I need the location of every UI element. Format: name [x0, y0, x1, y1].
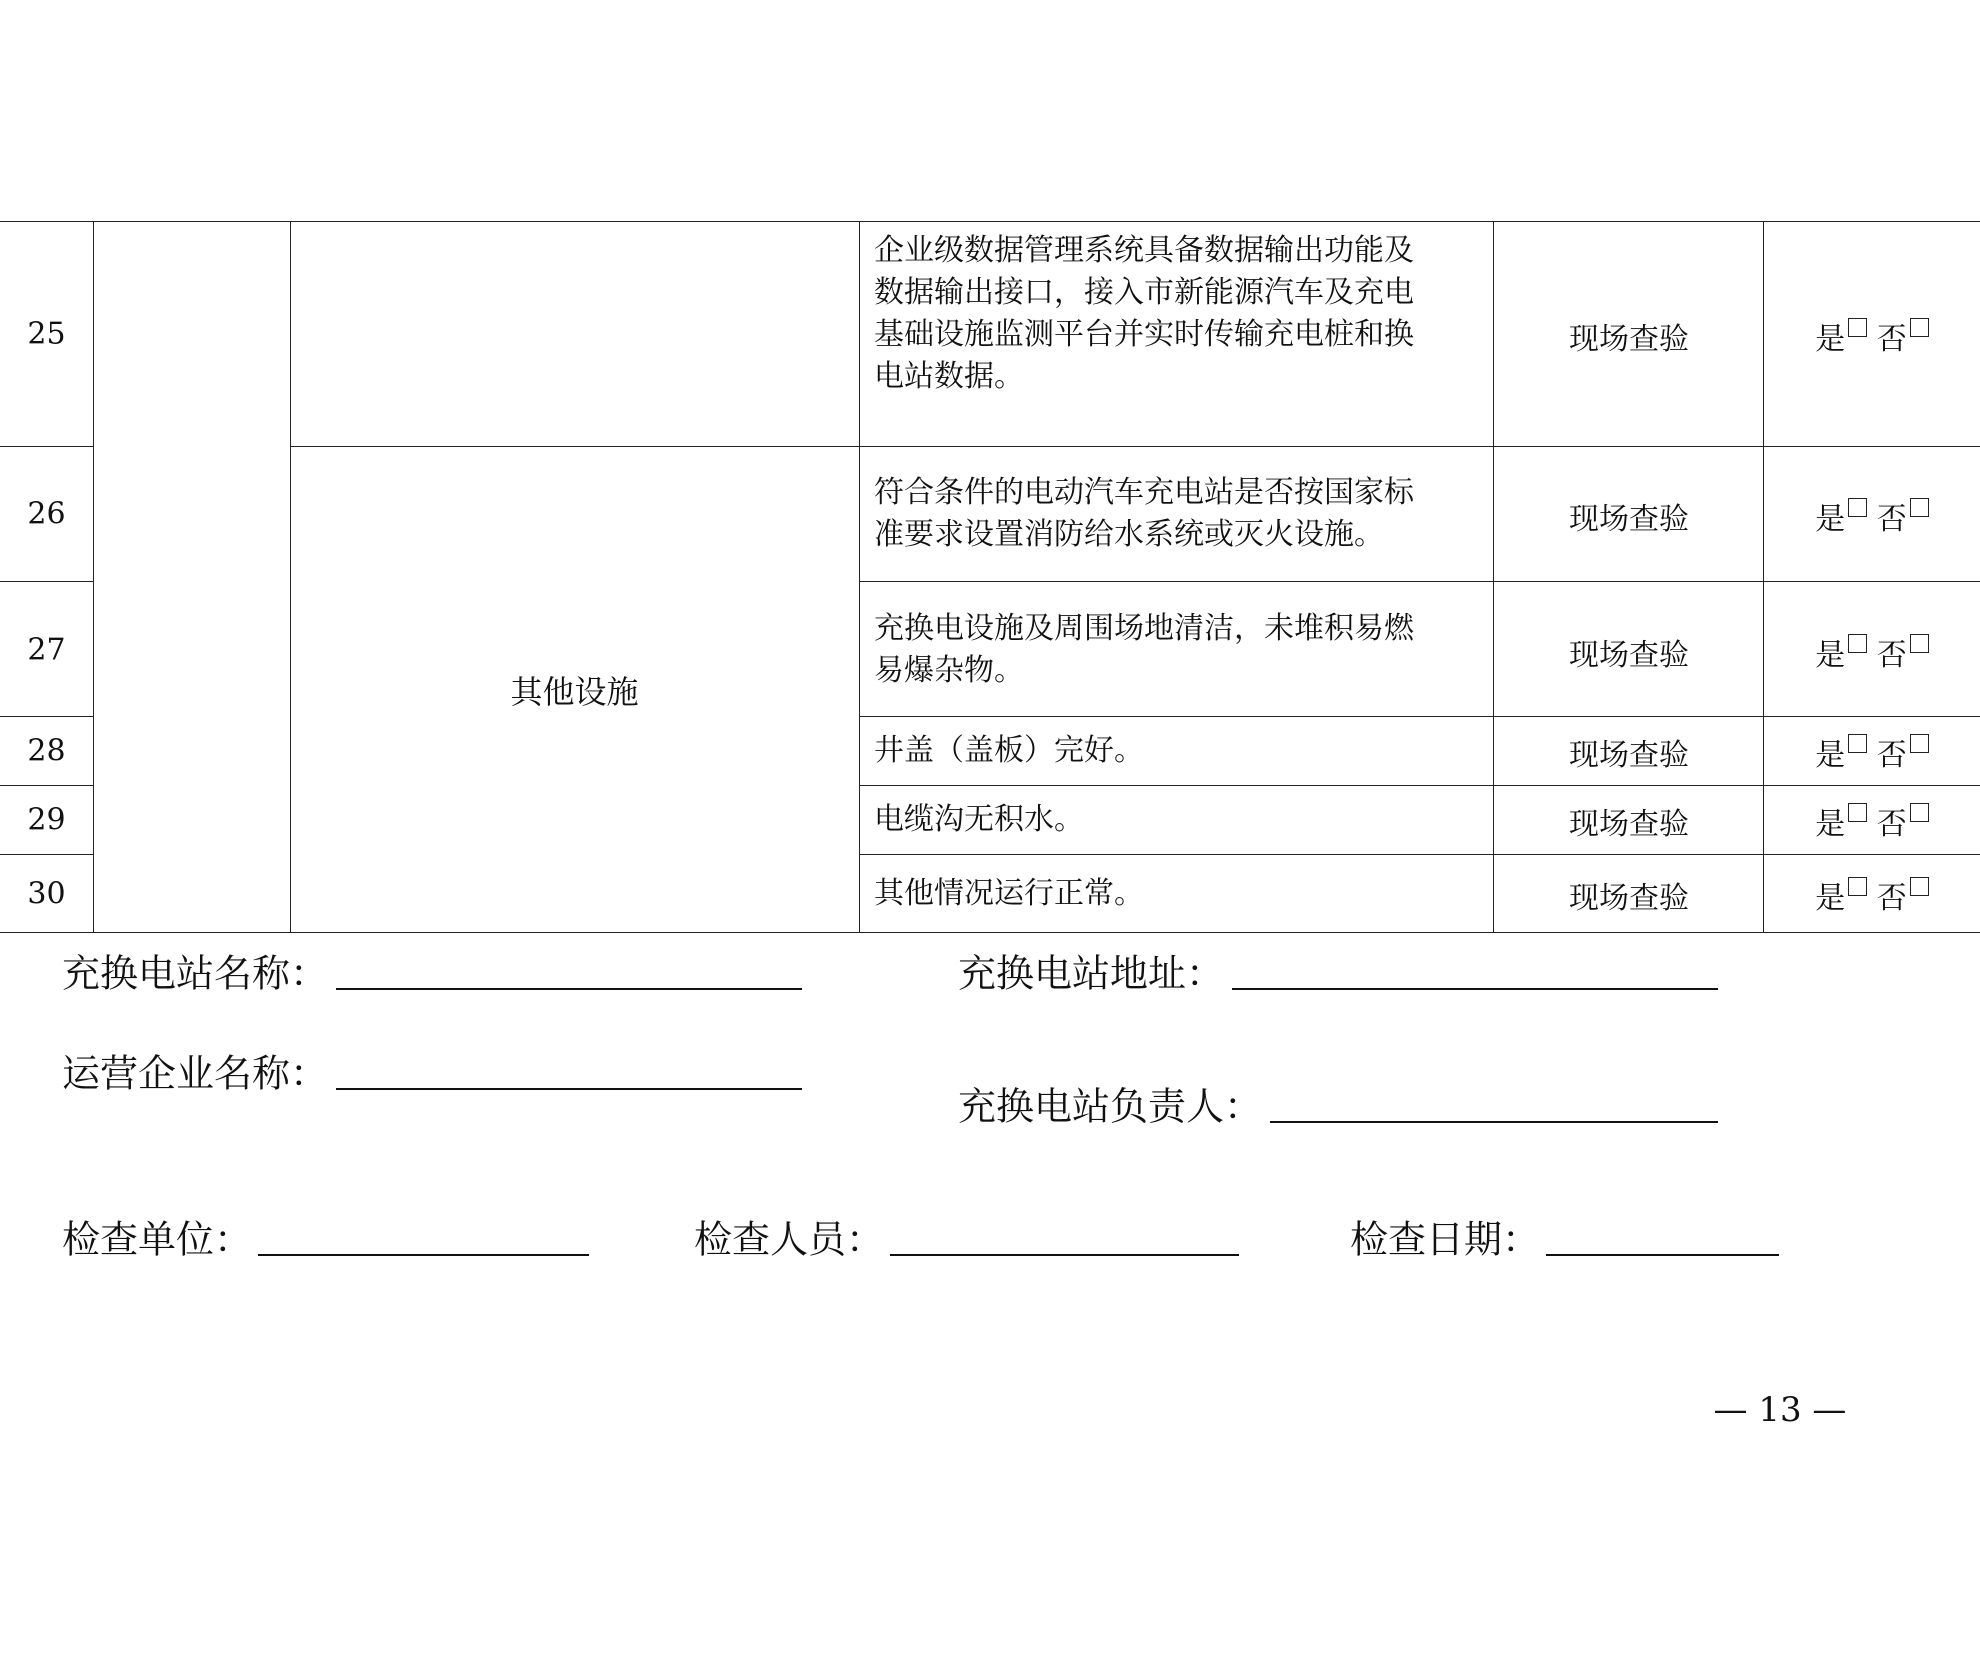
requirement-text: 电缆沟无积水。 — [874, 802, 1084, 837]
yes-label: 是 — [1815, 502, 1846, 537]
row-number: 28 — [27, 733, 66, 769]
no-checkbox[interactable] — [1910, 803, 1929, 822]
station-name-field[interactable] — [336, 988, 802, 990]
check-method: 现场查验 — [1569, 322, 1689, 357]
yes-label: 是 — [1815, 322, 1846, 357]
yes-checkbox[interactable] — [1848, 734, 1867, 753]
yes-checkbox[interactable] — [1848, 318, 1867, 337]
column-divider — [93, 221, 94, 933]
yes-no-choice — [1764, 873, 1980, 917]
row-number: 29 — [27, 802, 66, 838]
row-divider — [859, 581, 1980, 582]
row-divider — [859, 854, 1980, 855]
yes-label: 是 — [1815, 807, 1846, 842]
yes-no-choice — [1764, 630, 1980, 674]
row-divider — [290, 446, 1980, 447]
page-number: — 13 — — [1713, 1390, 1847, 1430]
table-border-bottom — [0, 932, 1980, 933]
no-label: 否 — [1876, 322, 1907, 357]
no-label: 否 — [1876, 881, 1907, 916]
no-checkbox[interactable] — [1910, 734, 1929, 753]
inspection-unit-field[interactable] — [258, 1254, 589, 1256]
check-method: 现场查验 — [1569, 502, 1689, 537]
no-label: 否 — [1876, 638, 1907, 673]
inspection-date-label: 检查日期： — [1350, 1217, 1541, 1262]
requirement-text: 井盖（盖板）完好。 — [874, 733, 1144, 768]
category-cell: 其他设施 — [510, 673, 639, 711]
row-divider — [0, 581, 94, 582]
row-divider — [0, 446, 94, 447]
row-number: 30 — [27, 876, 66, 912]
row-divider — [0, 785, 94, 786]
yes-checkbox[interactable] — [1848, 803, 1867, 822]
station-manager-field[interactable] — [1270, 1121, 1718, 1123]
operator-name-field[interactable] — [336, 1088, 802, 1090]
yes-no-choice — [1764, 494, 1980, 538]
row-number: 27 — [27, 632, 66, 668]
yes-no-choice — [1764, 799, 1980, 843]
check-method: 现场查验 — [1569, 638, 1689, 673]
row-number: 25 — [27, 316, 66, 352]
row-number: 26 — [27, 496, 66, 532]
row-divider — [859, 716, 1980, 717]
inspector-field[interactable] — [890, 1254, 1239, 1256]
operator-name-label: 运营企业名称： — [62, 1051, 329, 1096]
yes-no-choice — [1764, 730, 1980, 774]
no-checkbox[interactable] — [1910, 634, 1929, 653]
inspector-label: 检查人员： — [694, 1217, 885, 1262]
requirement-text: 其他情况运行正常。 — [874, 876, 1144, 911]
row-divider — [0, 716, 94, 717]
no-checkbox[interactable] — [1910, 498, 1929, 517]
requirement-text: 充换电设施及周围场地清洁，未堆积易燃 易爆杂物。 — [874, 611, 1414, 688]
no-checkbox[interactable] — [1910, 877, 1929, 896]
column-divider — [859, 221, 860, 933]
station-address-field[interactable] — [1232, 988, 1718, 990]
inspection-date-field[interactable] — [1546, 1254, 1779, 1256]
station-manager-label: 充换电站负责人： — [958, 1084, 1263, 1129]
no-label: 否 — [1876, 738, 1907, 773]
no-checkbox[interactable] — [1910, 318, 1929, 337]
row-divider — [0, 854, 94, 855]
table-border-top — [0, 221, 1980, 222]
yes-checkbox[interactable] — [1848, 634, 1867, 653]
station-name-label: 充换电站名称： — [62, 951, 329, 996]
yes-label: 是 — [1815, 638, 1846, 673]
requirement-text: 企业级数据管理系统具备数据输出功能及 数据输出接口，接入市新能源汽车及充电 基础设施监测平台并实时传输充电桩和换 电站数据。 — [874, 233, 1414, 394]
requirement-text: 符合条件的电动汽车充电站是否按国家标 准要求设置消防给水系统或灭火设施。 — [874, 475, 1414, 552]
station-address-label: 充换电站地址： — [958, 951, 1225, 996]
yes-label: 是 — [1815, 738, 1846, 773]
inspection-unit-label: 检查单位： — [62, 1217, 253, 1262]
check-method: 现场查验 — [1569, 881, 1689, 916]
check-method: 现场查验 — [1569, 807, 1689, 842]
yes-checkbox[interactable] — [1848, 498, 1867, 517]
no-label: 否 — [1876, 807, 1907, 842]
column-divider — [290, 221, 291, 933]
row-divider — [859, 785, 1980, 786]
yes-checkbox[interactable] — [1848, 877, 1867, 896]
yes-no-choice — [1764, 314, 1980, 358]
yes-label: 是 — [1815, 881, 1846, 916]
check-method: 现场查验 — [1569, 738, 1689, 773]
no-label: 否 — [1876, 502, 1907, 537]
